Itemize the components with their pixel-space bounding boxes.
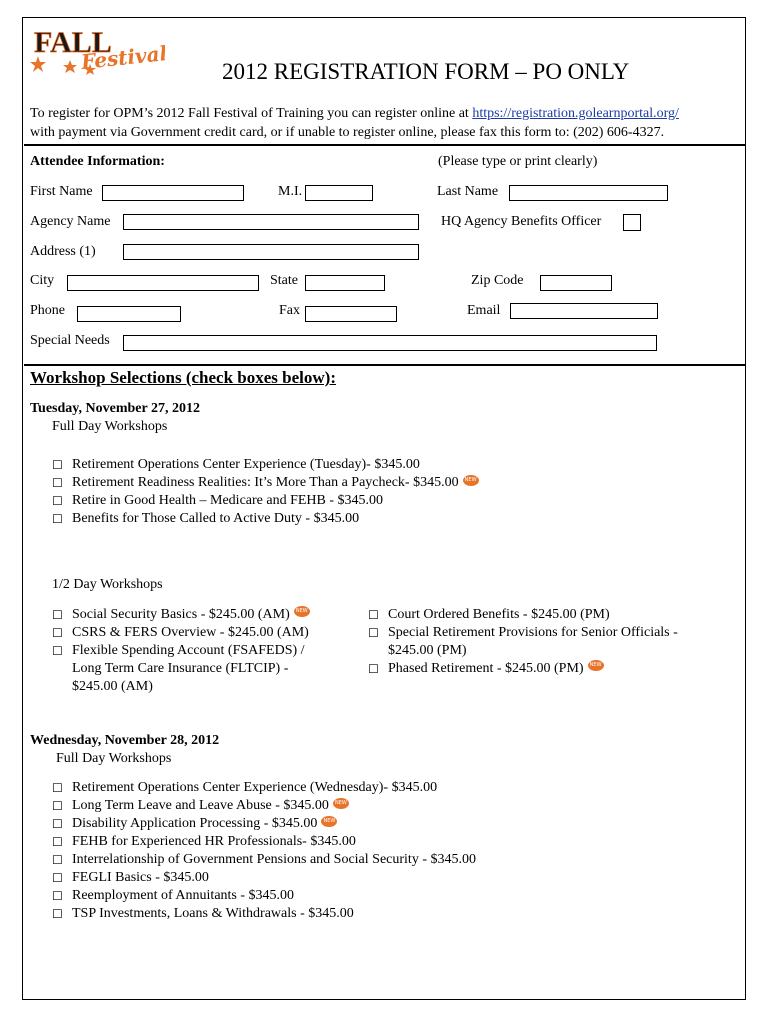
workshop-item bbox=[52, 456, 652, 474]
hq-officer-checkbox[interactable] bbox=[623, 214, 641, 231]
workshop-label: Special Retirement Provisions for Senior Officials - $245.00 (PM) bbox=[388, 625, 678, 658]
workshop-checkbox[interactable]: ☐ bbox=[52, 476, 63, 490]
workshop-checkbox[interactable]: ☐ bbox=[52, 853, 63, 867]
fall-festival-logo bbox=[30, 22, 165, 82]
new-badge-icon: NEW bbox=[333, 798, 349, 809]
registration-link[interactable]: https://registration.golearnportal.org/ bbox=[472, 106, 679, 121]
workshop-label: Social Security Basics - $245.00 (AM) bbox=[72, 607, 290, 622]
new-badge-icon: NEW bbox=[588, 660, 604, 671]
divider bbox=[24, 144, 746, 146]
zip-field[interactable] bbox=[540, 275, 612, 291]
first-name-label: First Name bbox=[30, 184, 93, 199]
fax-label: Fax bbox=[279, 303, 300, 318]
workshop-checkbox[interactable]: ☐ bbox=[52, 626, 63, 640]
special-needs-field[interactable] bbox=[123, 335, 657, 351]
tuesday-half-day-label: 1/2 Day Workshops bbox=[52, 577, 163, 592]
workshop-checkbox[interactable]: ☐ bbox=[52, 889, 63, 903]
workshop-label: Flexible Spending Account (FSAFEDS) / Long Term Care Insurance (FLTCIP) - $245.00 (AM) bbox=[72, 643, 305, 694]
logo-fall-text: FALL bbox=[34, 26, 112, 59]
workshop-label: Retirement Operations Center Experience (Wednesday)- $345.00 bbox=[72, 780, 438, 795]
workshop-checkbox[interactable]: ☐ bbox=[368, 626, 379, 640]
phone-field[interactable] bbox=[77, 306, 181, 322]
workshop-checkbox[interactable]: ☐ bbox=[368, 662, 379, 676]
workshop-item bbox=[52, 606, 342, 624]
workshop-checkbox[interactable]: ☐ bbox=[52, 817, 63, 831]
agency-name-label: Agency Name bbox=[30, 214, 111, 229]
divider bbox=[24, 364, 746, 366]
workshop-checkbox[interactable]: ☐ bbox=[52, 494, 63, 508]
address-label: Address (1) bbox=[30, 244, 96, 259]
city-field[interactable] bbox=[67, 275, 259, 291]
mi-label: M.I. bbox=[278, 184, 303, 199]
phone-label: Phone bbox=[30, 303, 65, 318]
attendee-heading: Attendee Information: bbox=[30, 154, 165, 169]
workshop-label: TSP Investments, Loans & Withdrawals - $345.00 bbox=[72, 906, 354, 921]
workshop-item bbox=[52, 887, 652, 905]
workshop-checkbox[interactable]: ☐ bbox=[52, 644, 63, 658]
tuesday-full-day-label: Full Day Workshops bbox=[52, 419, 168, 434]
workshop-item bbox=[52, 815, 652, 833]
workshop-label: Interrelationship of Government Pensions and Social Security - $345.00 bbox=[72, 852, 476, 867]
workshop-item bbox=[52, 797, 652, 815]
workshop-label: Retire in Good Health – Medicare and FEHB - $345.00 bbox=[72, 493, 384, 508]
workshop-label: Long Term Leave and Leave Abuse - $345.00 bbox=[72, 798, 329, 813]
new-badge-icon: NEW bbox=[321, 816, 337, 827]
workshop-item bbox=[368, 624, 718, 660]
workshop-selections-heading: Workshop Selections (check boxes below): bbox=[30, 368, 336, 387]
workshop-label: Retirement Operations Center Experience (Tuesday)- $345.00 bbox=[72, 457, 420, 472]
workshop-item bbox=[368, 606, 718, 624]
new-badge-icon: NEW bbox=[463, 475, 479, 486]
workshop-label: FEGLI Basics - $345.00 bbox=[72, 870, 209, 885]
workshop-item bbox=[52, 779, 652, 797]
workshop-item bbox=[52, 851, 652, 869]
workshop-item bbox=[52, 833, 652, 851]
address-field[interactable] bbox=[123, 244, 419, 260]
workshop-checkbox[interactable]: ☐ bbox=[52, 781, 63, 795]
workshop-label: Retirement Readiness Realities: It’s More Than a Paycheck- $345.00 bbox=[72, 475, 459, 490]
last-name-label: Last Name bbox=[437, 184, 499, 199]
workshop-checkbox[interactable]: ☐ bbox=[52, 458, 63, 472]
fax-field[interactable] bbox=[305, 306, 397, 322]
workshop-item bbox=[52, 474, 652, 492]
workshop-item bbox=[52, 492, 652, 510]
tuesday-date: Tuesday, November 27, 2012 bbox=[30, 401, 200, 416]
city-label: City bbox=[30, 273, 55, 288]
workshop-label: Reemployment of Annuitants - $345.00 bbox=[72, 888, 295, 903]
hq-officer-label: HQ Agency Benefits Officer bbox=[441, 214, 602, 229]
workshop-checkbox[interactable]: ☐ bbox=[52, 835, 63, 849]
new-badge-icon: NEW bbox=[294, 606, 310, 617]
email-field[interactable] bbox=[510, 303, 658, 319]
special-needs-label: Special Needs bbox=[30, 333, 110, 348]
state-label: State bbox=[270, 273, 298, 288]
wednesday-full-day-label: Full Day Workshops bbox=[56, 751, 172, 766]
mi-field[interactable] bbox=[305, 185, 373, 201]
workshop-checkbox[interactable]: ☐ bbox=[52, 907, 63, 921]
workshop-label: FEHB for Experienced HR Professionals- $345.00 bbox=[72, 834, 356, 849]
state-field[interactable] bbox=[305, 275, 385, 291]
workshop-label: Phased Retirement - $245.00 (PM) bbox=[388, 661, 584, 676]
workshop-item bbox=[52, 642, 342, 696]
tuesday-half-day-pm-list bbox=[368, 606, 718, 678]
workshop-checkbox[interactable]: ☐ bbox=[368, 608, 379, 622]
intro-text bbox=[30, 104, 679, 142]
workshop-item bbox=[52, 905, 652, 923]
workshop-checkbox[interactable]: ☐ bbox=[52, 608, 63, 622]
workshop-item bbox=[52, 510, 652, 528]
tuesday-half-day-am-list bbox=[52, 606, 342, 696]
email-label: Email bbox=[467, 303, 501, 318]
logo-festival-text: Festival bbox=[80, 41, 165, 74]
tuesday-full-day-list bbox=[52, 456, 652, 528]
zip-label: Zip Code bbox=[471, 273, 524, 288]
workshop-item bbox=[52, 869, 652, 887]
workshop-checkbox[interactable]: ☐ bbox=[52, 512, 63, 526]
intro-text-after: with payment via Government credit card, or if unable to register online, please fax this form to: (202) 606-4327. bbox=[30, 125, 665, 140]
workshop-label: Disability Application Processing - $345.00 bbox=[72, 816, 318, 831]
workshop-item bbox=[52, 624, 342, 642]
workshop-checkbox[interactable]: ☐ bbox=[52, 871, 63, 885]
wednesday-date: Wednesday, November 28, 2012 bbox=[30, 733, 220, 748]
intro-text-before: To register for OPM’s 2012 Fall Festival of Training you can register online at bbox=[30, 106, 473, 121]
workshop-label: Benefits for Those Called to Active Duty - $345.00 bbox=[72, 511, 360, 526]
workshop-item bbox=[368, 660, 718, 678]
workshop-checkbox[interactable]: ☐ bbox=[52, 799, 63, 813]
last-name-field[interactable] bbox=[509, 185, 668, 201]
first-name-field[interactable] bbox=[102, 185, 244, 201]
page-title: 2012 REGISTRATION FORM – PO ONLY bbox=[222, 59, 630, 84]
print-note: (Please type or print clearly) bbox=[438, 154, 598, 169]
agency-name-field[interactable] bbox=[123, 214, 419, 230]
workshop-label: Court Ordered Benefits - $245.00 (PM) bbox=[388, 607, 610, 622]
wednesday-full-day-list bbox=[52, 779, 652, 923]
workshop-label: CSRS & FERS Overview - $245.00 (AM) bbox=[72, 625, 309, 640]
